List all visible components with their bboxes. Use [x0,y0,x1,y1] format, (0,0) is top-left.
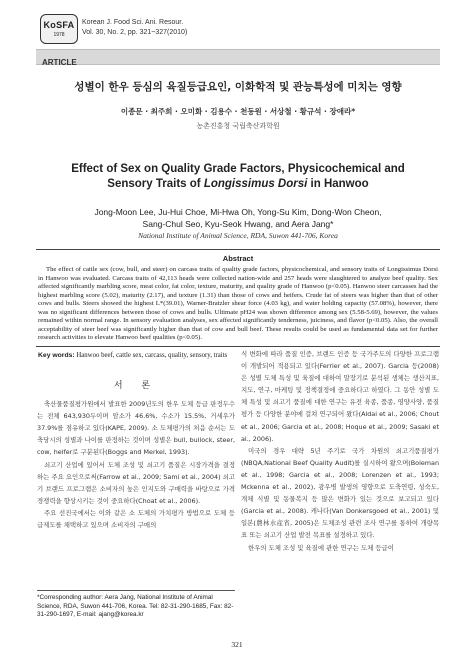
journal-volume: Vol. 30, No. 2, pp. 321~327(2010) [82,28,188,36]
authors-line1: Jong-Moon Lee, Ju-Hui Choe, Mi-Hwa Oh, Yong-Su Kim, Dong-Won Cheon, [94,207,382,217]
paragraph: 주요 선진국에서는 이와 같은 소 도체의 가치평가 방법으로 도체 등급제도를 채택하고 있으며 소비자의 구매의 [37,508,235,530]
body-column-right [241,348,439,554]
title-text-pre: Sensory Traits of [107,178,204,190]
english-title [36,162,440,192]
english-title-line1: Effect of Sex on Quality Grade Factors, Physicochemical and [71,163,405,175]
korean-authors: 이종문 · 최주희 · 오미화 · 김용수 · 천동원 · 서상철 · 황규석 · 장애라* [120,107,356,116]
logo-text: KoSFA [43,20,75,30]
journal-name: Korean J. Food Sci. Ani. Resour. [82,19,184,26]
section-heading-introduction: 서 론 [113,381,159,391]
title-species-name: Longissimus Dorsi [203,178,308,190]
paragraph: 쇠고기 산업에 있어서 도체 조성 및 쇠고기 품질은 시장가격을 결정하는 주요 요인으로써(Farrow et al., 2009; Sami et al., 2004) 쇠고기 브랜드 프로그램은 소비자의 높은 인지도와 구매력을 바탕으로 가격경쟁력을 향상시키는 것이 중요하다(Choat et al., 2006). [37,460,235,505]
corresponding-author-footnote: *Corresponding author: Aera Jang, National Institute of Animal Science, RDA, Suwon 441-706, Korea. Tel: 82-31-290-1685, Fax: 82-31-290-1697, E-mail: ajang@korea.kr [37,590,235,620]
keywords-text: Hanwoo beef, cattle sex, carcass, quality, sensory, traits [74,352,228,359]
abstract-section [36,249,440,347]
title-text-post: in Hanwoo [307,178,369,190]
paragraph: 미국의 경우 대략 5년 주기로 국가 차원의 쇠고기품질평가(NBQA,National Beef Quality Audit)를 실시하여 왔으며(Boleman et al., 1998; Garcia et al., 2008; Lorenzen et al., 1993; Mckenna et al., 2002), 광우병 발생의 영향으로 도축연령, 성숙도, 개체 식별 및 동물복지 등 많은 변화가 있는 것으로 보고되고 있다(Garcia et al., 2008). 캐나다(Van Donkersgoed et al., 2001) 및 일본(農林水産省, 2005)은 도체조성 관련 조사 연구를 통하여 개량목표 또는 쇠고기 산업 발전 목표를 설정하고 있다. [241,446,439,540]
journal-logo [40,14,78,44]
english-authors [36,207,440,230]
logo-year: 1978 [53,32,65,38]
paragraph: 한우의 도체 조성 및 육질에 관한 연구는 도체 등급이 [248,543,394,552]
article-type-label: ARTICLE [42,58,77,67]
korean-title: 성별이 한우 등심의 육질등급요인, 이화학적 및 관능특성에 미치는 영향 [74,81,402,93]
abstract-heading: Abstract [222,254,254,263]
korean-affiliation: 농촌진흥청 국립축산과학원 [196,122,280,130]
body-column-left [37,380,235,531]
authors-line2: Sang-Chul Seo, Kyu-Seok Hwang, and Aera Jang* [142,218,334,229]
english-affiliation: National Institute of Animal Science, RDA, Suwon 441-706, Korea [138,231,338,240]
article-type-bar [36,49,440,65]
paragraph: 축산물품질평가원에서 발표한 2009년도의 한우 도체 등급 판정두수는 전체 643,930두이며 암소가 46.6%, 수소가 15.5%, 거세우가 37.9%를 점유하고 있다(KAPE, 2009). 소 도체평가의 처음 순서는 도축당시의 성별과 나이를 판정하는 것이며 성별은 bull, bullock, steer, cow, heifer로 구분된다(Boggs and Merkel, 1993). [37,400,235,457]
english-title-line2 [36,177,440,192]
abstract-body: The effect of cattle sex (cow, bull, and steer) on carcass traits of quality grade factors, physicochemical, and sensory traits of Longissimus Dorsi in Hanwoo was evaluated. Carcass traits of 42,113 heads were collected nation-wide and 257 heads were slaughtered to analyze beef quality. Sex affected significantly marbling score, meat color, fat color, texture, maturity, and quality grade of Hanwoo (p<0.05). Hanwoo steer carcasses had the highest marbling score (5.02), maturity (2.17), and texture (1.31) than those of cows and heifers. Crude fat of steers was higher than that of other cows and bulls. Steers showed the highest L*(39.01), Warner-Bratzler shear force (4.03 kg), and water holding capacity (57.08%), however, there was no significant differences between those of cows and bulls. Ultimate pH24 was shown difference among sex (5.58-5.69), however, the values remained within normal range. In sensory evaluation analyses, sex affected significantly tenderness, juiciness, and flavor (p<0.05). Also, the overall acceptability of steer beef was significantly higher than that of cow and bull beef. These results could be used as fundamental data set for further research activities to elevate Hanwoo beef qualities (p<0.05). [38,266,438,341]
journal-info [82,18,187,37]
keywords-label: Key words: [38,352,75,359]
page-number: 321 [231,640,243,649]
paragraph: 식 변화에 따라 품질 인증, 브랜드 인증 등 국가주도의 다양한 프로그램이 개발되어 적용되고 있다(Ferrier et al., 2007). Garcia 등(2008)은 성별 도체 특성 및 육질에 대하여 말장기로 분석된 생체는 생산지표, 지도, 연구, 마케팅 및 정책결정에 중요하다고 하였다. 그 동안 성별 도체 특성 및 쇠고기 품질에 대한 연구는 유전 육종, 품종, 영양사양, 품질 평가 등 다양한 분야에 걸쳐 연구되어 왔다(Aldai et al., 2006; Chout et al., 2006; Garcia et al., 2008; Hoque et al., 2009; Sasaki et al., 2006). [241,350,439,443]
